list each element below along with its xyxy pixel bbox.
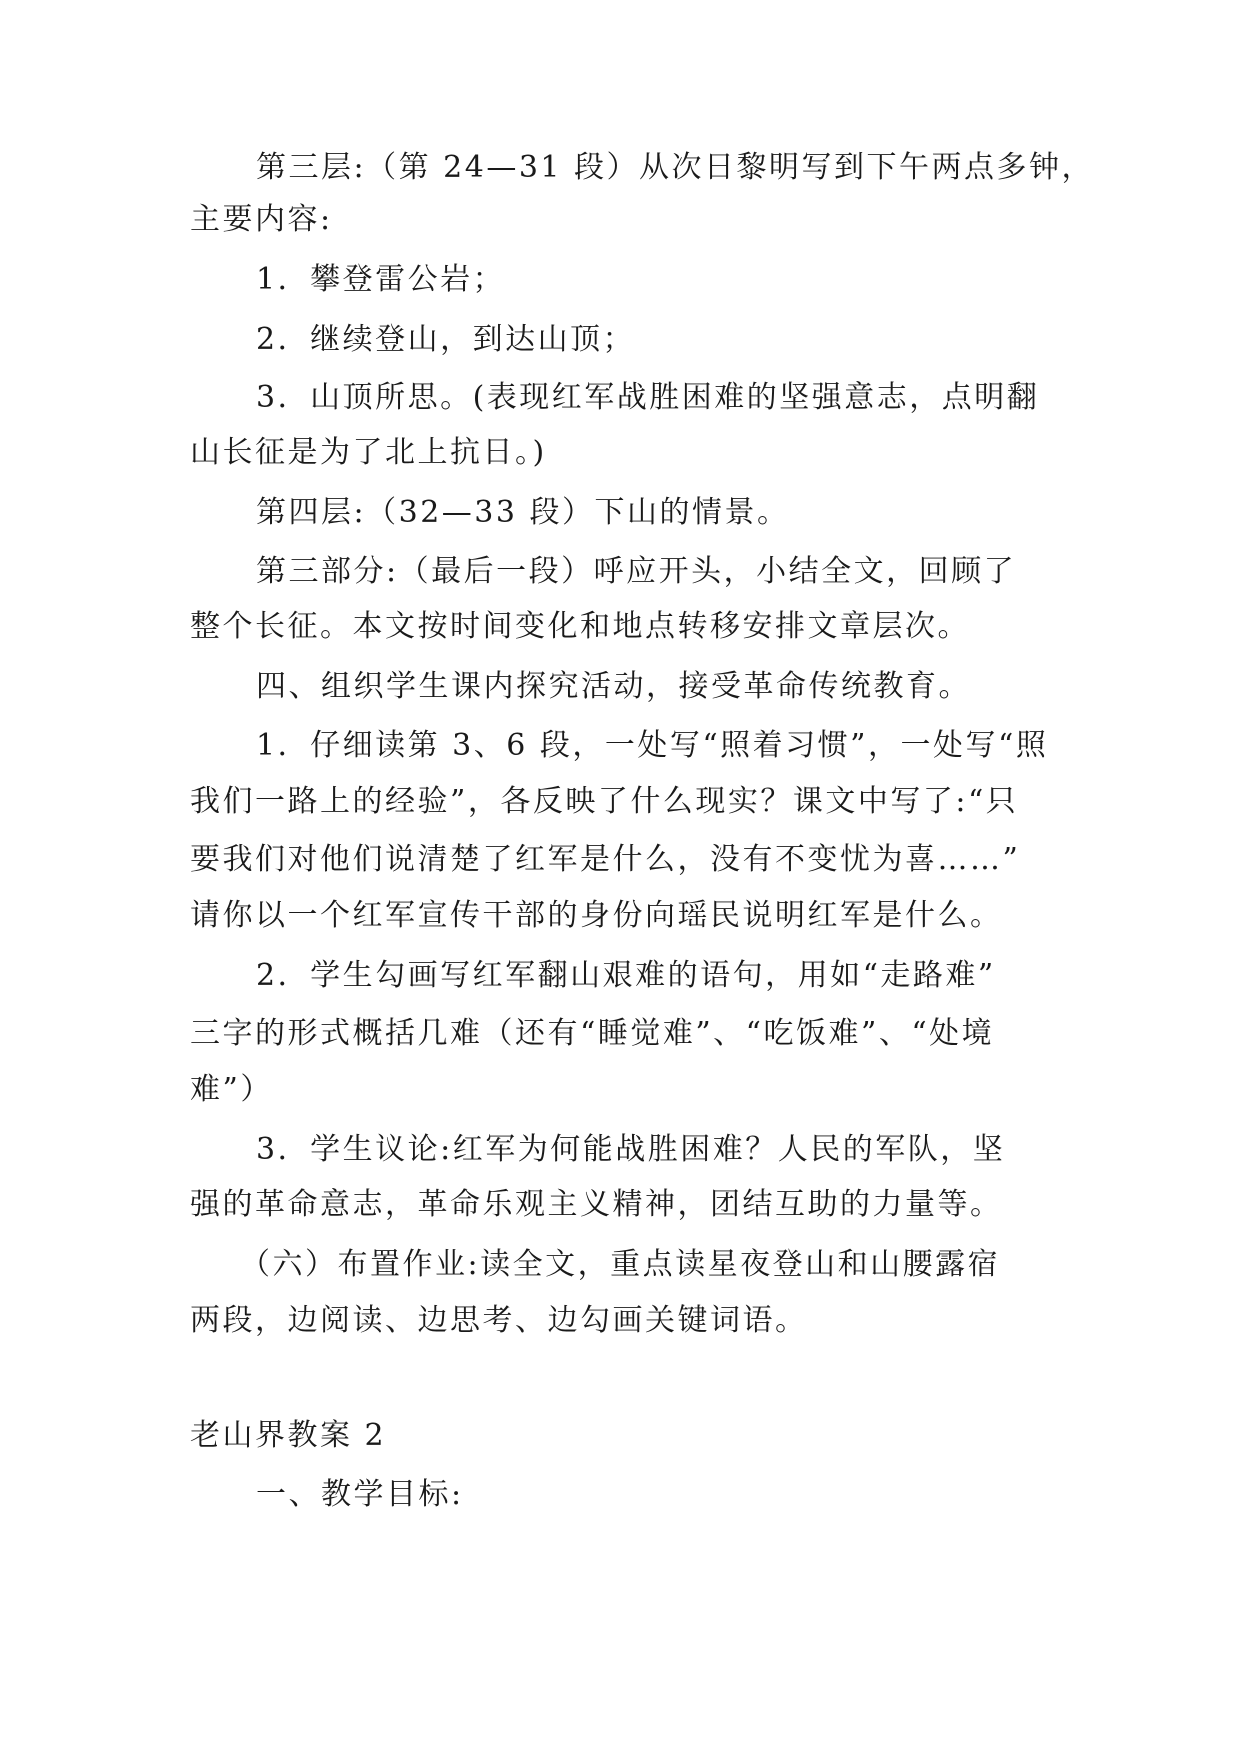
text-line: 第三部分:（最后一段）呼应开头，小结全文，回顾了: [256, 554, 1017, 589]
text-line: 1．攀登雷公岩；: [256, 262, 506, 297]
section-title: 老山界教案 2: [190, 1418, 387, 1453]
text-line: 请你以一个红军宣传干部的身份向瑶民说明红军是什么。: [190, 898, 1003, 933]
text-line: 主要内容:: [190, 202, 333, 237]
text-line: 2．学生勾画写红军翻山艰难的语句，用如“走路难”: [256, 958, 996, 993]
text-line: 第三层:（第 24—31 段）从次日黎明写到下午两点多钟，: [256, 150, 1095, 185]
text-line: 难”）: [190, 1072, 273, 1107]
text-line: 四、组织学生课内探究活动，接受革命传统教育。: [256, 669, 971, 704]
text-line: 一、教学目标:: [256, 1477, 464, 1512]
text-line: 第四层:（32—33 段）下山的情景。: [256, 495, 790, 530]
text-line: 3．学生议论:红军为何能战胜困难？人民的军队，坚: [256, 1132, 1006, 1167]
text-line: （六）布置作业:读全文，重点读星夜登山和山腰露宿: [240, 1247, 1001, 1282]
text-line: 山长征是为了北上抗日。): [190, 435, 547, 470]
text-line: 3．山顶所思。(表现红军战胜困难的坚强意志，点明翻: [256, 380, 1040, 415]
text-line: 整个长征。本文按时间变化和地点转移安排文章层次。: [190, 609, 970, 644]
text-line: 三字的形式概括几难（还有“睡觉难”、“吃饭难”、“处境: [190, 1016, 995, 1051]
text-line: 强的革命意志，革命乐观主义精神，团结互助的力量等。: [190, 1187, 1003, 1222]
text-line: 1．仔细读第 3、6 段，一处写“照着习惯”，一处写“照: [256, 728, 1049, 763]
text-line: 2．继续登山，到达山顶；: [256, 322, 636, 357]
text-line: 要我们对他们说清楚了红军是什么，没有不变忧为喜……”: [190, 842, 1021, 877]
text-line: 我们一路上的经验”，各反映了什么现实？课文中写了:“只: [190, 784, 1019, 819]
text-line: 两段，边阅读、边思考、边勾画关键词语。: [190, 1303, 808, 1338]
